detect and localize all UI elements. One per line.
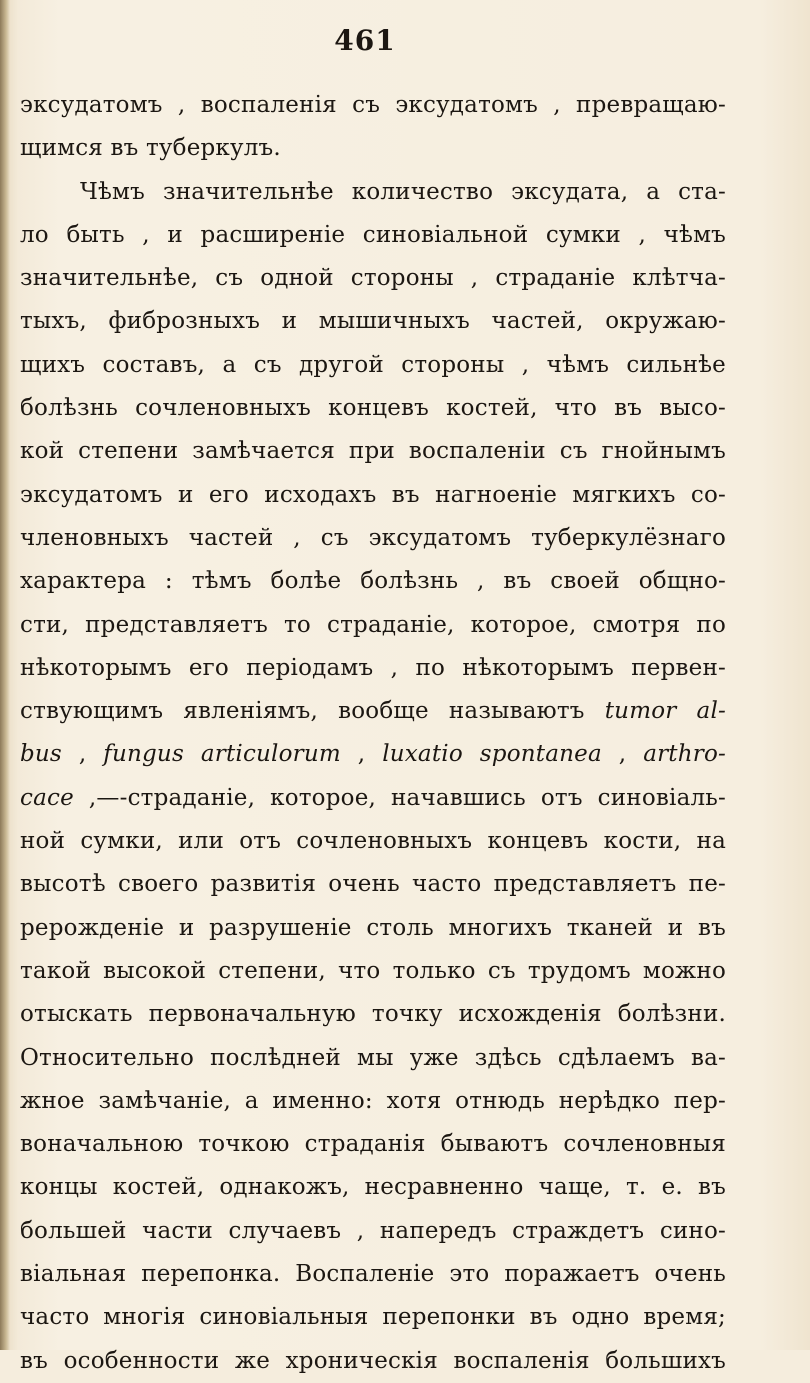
text-line: тыхъ, фиброзныхъ и мышичныхъ частей, окружаю- — [20, 308, 726, 335]
latin-term: bus — [20, 741, 62, 768]
text-line: такой высокой степени, что только съ трудомъ можно — [20, 957, 726, 984]
text-line: кой степени замѣчается при воспаленіи съ гнойнымъ — [20, 438, 726, 465]
text-line: Относительно послѣдней мы уже здѣсь сдѣлаемъ ва- — [20, 1044, 726, 1071]
text-line: жное замѣчаніе, а именно: хотя отнюдь нерѣдко пер- — [20, 1087, 726, 1114]
text-line: въ особенности же хроническія воспаленія большихъ — [20, 1347, 726, 1374]
text-line: cace ,—-страданіе, которое, начавшись отъ синовіаль- — [20, 784, 726, 811]
text-line: эксудатомъ , воспаленія съ эксудатомъ , превращаю- — [20, 92, 726, 118]
text-line: bus , fungus articulorum , luxatio spontanea , arthro- — [20, 741, 726, 768]
text-line: ло быть , и расширеніе синовіальной сумки , чѣмъ — [20, 221, 726, 248]
latin-term: luxatio spontanea — [382, 741, 602, 768]
text-line: часто многія синовіальныя перепонки въ одно время; — [20, 1304, 726, 1331]
text-line: характера : тѣмъ болѣе болѣзнь , въ своей общно- — [20, 568, 726, 595]
paragraph-start-line: Чѣмъ значительнѣе количество эксудата, а ста- — [80, 178, 726, 205]
latin-term: arthro- — [643, 741, 726, 768]
text-line: отыскать первоначальную точку исхожденія болѣзни. — [20, 1001, 726, 1028]
text-line: воначальною точкою страданія бываютъ сочленовныя — [20, 1131, 726, 1158]
text-line: большей части случаевъ , напередъ страждетъ сино- — [20, 1217, 726, 1244]
latin-term: tumor al- — [604, 698, 726, 725]
page-number: 461 — [334, 24, 396, 57]
text-line: болѣзнь сочленовныхъ концевъ костей, что въ высо- — [20, 395, 726, 422]
book-spine-edge — [0, 0, 10, 1350]
text-line: щимся въ туберкулъ. — [20, 135, 281, 162]
text-line: членовныхъ частей , съ эксудатомъ туберкулёзнаго — [20, 524, 726, 551]
latin-term: fungus articulorum — [103, 741, 341, 768]
text-line: віальная перепонка. Воспаленіе это поражаетъ очень — [20, 1261, 726, 1288]
text-line: рерожденіе и разрушеніе столь многихъ тканей и въ — [20, 914, 726, 941]
text-line: ной сумки, или отъ сочленовныхъ концевъ кости, на — [20, 828, 726, 855]
text-line: сти, представляетъ то страданіе, которое, смотря по — [20, 611, 726, 638]
text-line: значительнѣе, съ одной стороны , страданіе клѣтча- — [20, 265, 726, 292]
body-text — [20, 84, 726, 1383]
text-line: эксудатомъ и его исходахъ въ нагноеніе мягкихъ со- — [20, 481, 726, 508]
text-line: высотѣ своего развитія очень часто представляетъ пе- — [20, 871, 726, 898]
text-line: концы костей, однакожъ, несравненно чаще, т. е. въ — [20, 1174, 726, 1201]
text-line: ствующимъ явленіямъ, вообще называютъ tumor al- — [20, 698, 726, 725]
text-line: нѣкоторымъ его періодамъ , по нѣкоторымъ первен- — [20, 654, 726, 681]
text-line: щихъ составъ, а съ другой стороны , чѣмъ сильнѣе — [20, 351, 726, 378]
latin-term: cace — [20, 784, 74, 811]
